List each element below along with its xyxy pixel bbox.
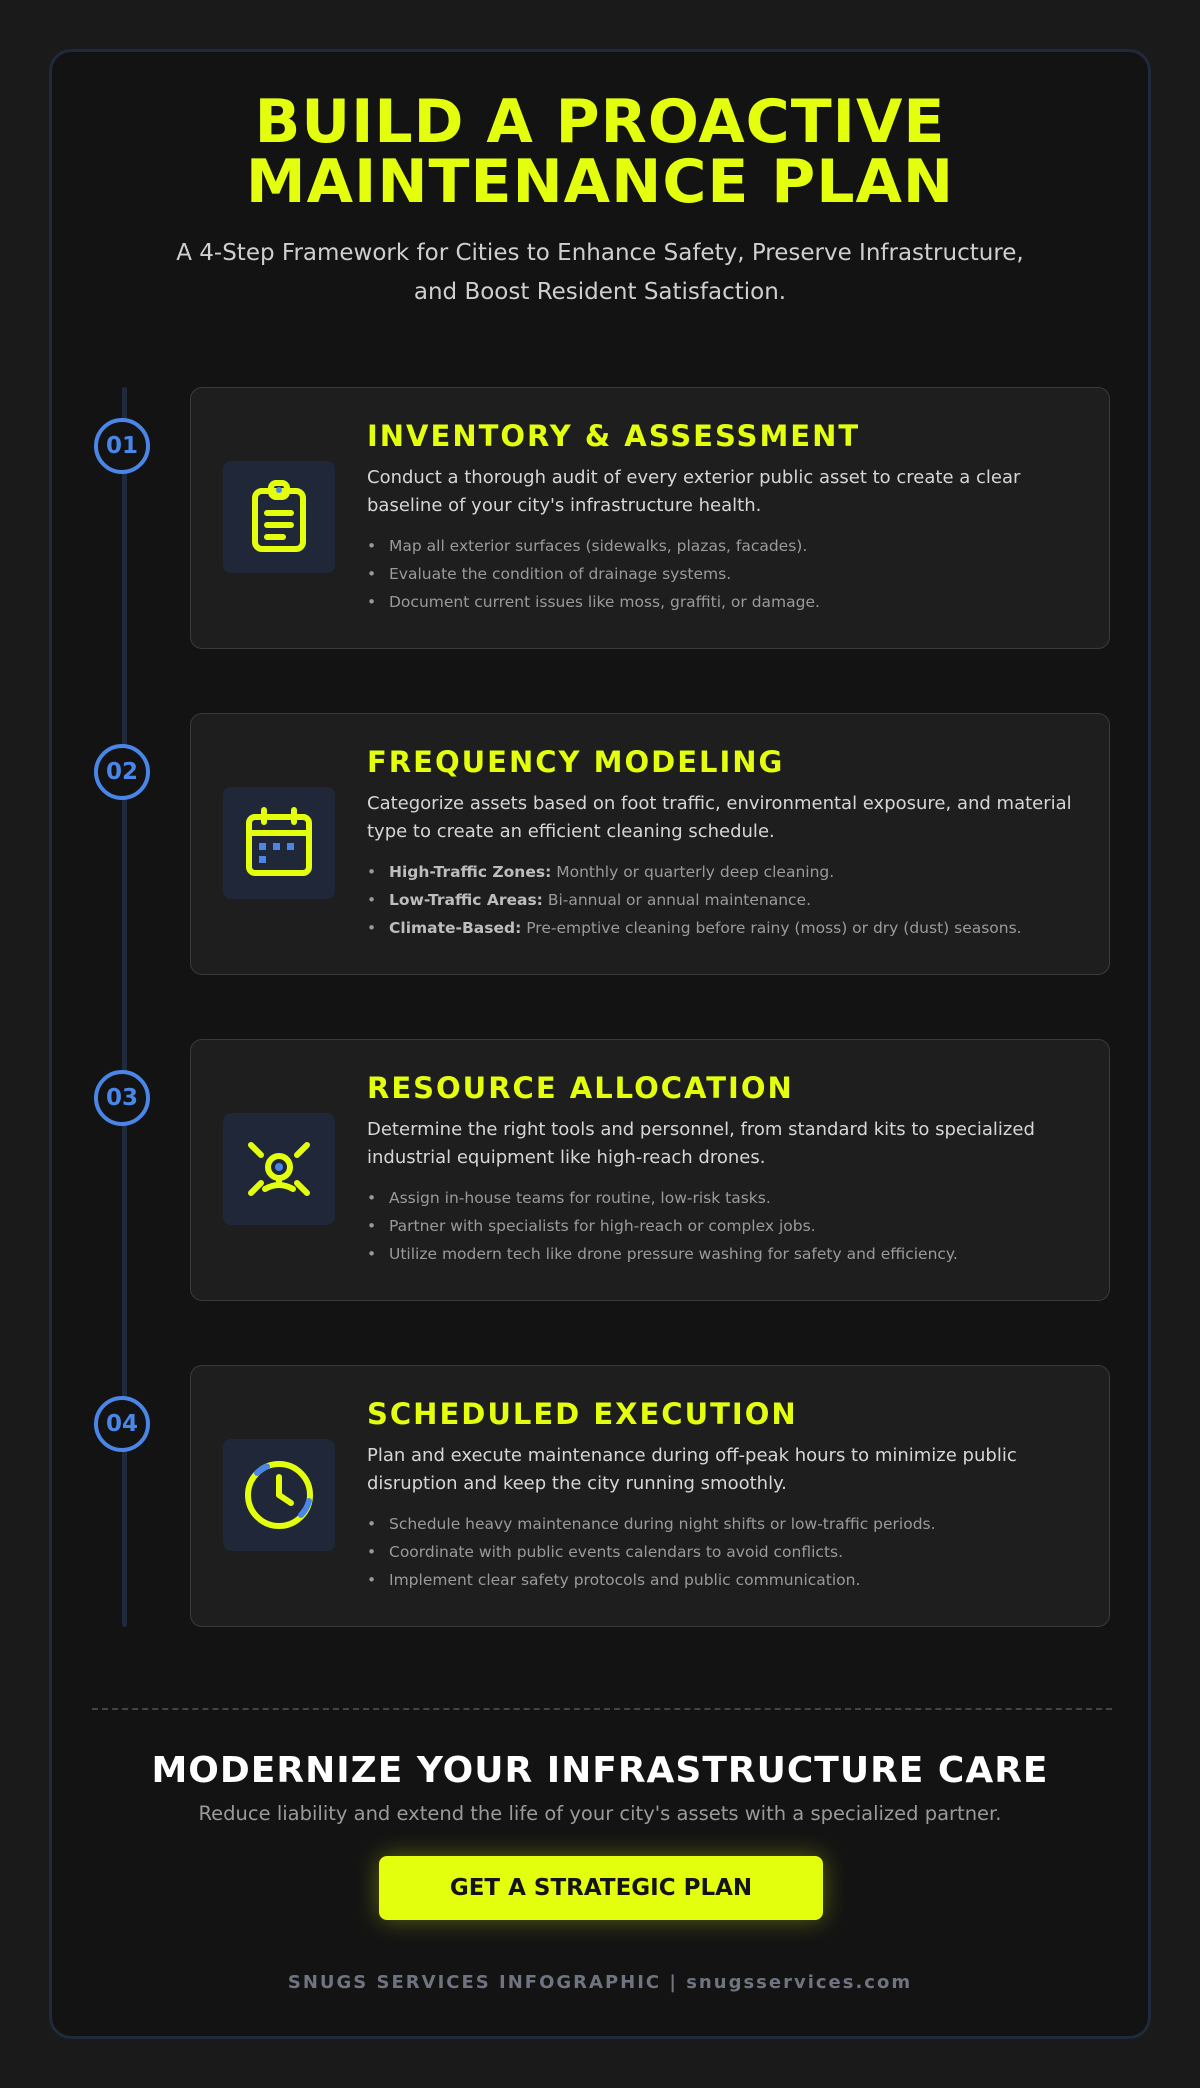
bullet-item: [367, 1184, 1087, 1212]
step-badge-02: 02: [94, 744, 150, 800]
step-description: Determine the right tools and personnel, from standard kits to specialized industrial equipment like high-reach drones.: [367, 1119, 1035, 1168]
step-card-execution: [190, 1365, 1110, 1627]
step-badge-04: 04: [94, 1396, 150, 1452]
step-badge-01: 01: [94, 418, 150, 474]
drone-icon: [243, 1137, 315, 1201]
bullet-item: [367, 1212, 1087, 1240]
step-description: Plan and execute maintenance during off-peak hours to minimize public disruption and keep the city running smoothly.: [367, 1445, 1017, 1494]
bullet-item: [367, 914, 1087, 942]
clipboard-icon: [247, 479, 311, 555]
bullet-text: Bi-annual or annual maintenance.: [542, 891, 812, 909]
bullet-text: Utilize modern tech like drone pressure washing for safety and efficiency.: [389, 1245, 958, 1263]
bullet-item: [367, 1566, 1087, 1594]
step-bullets: [367, 1510, 1087, 1594]
step-description: Conduct a thorough audit of every exterior public asset to create a clear baseline of your city's infrastructure health.: [367, 467, 1021, 516]
bullet-item: [367, 886, 1087, 914]
step-title: FREQUENCY MODELING: [367, 745, 785, 779]
step-badge-03: 03: [94, 1070, 150, 1126]
bullet-item: [367, 1240, 1087, 1268]
step-title: RESOURCE ALLOCATION: [367, 1071, 794, 1105]
footer-credit: SNUGS SERVICES INFOGRAPHIC | snugsservices.com: [287, 1972, 913, 1993]
bullet-item: [367, 560, 1087, 588]
step-card-resource: [190, 1039, 1110, 1301]
step-title: INVENTORY & ASSESSMENT: [367, 419, 861, 453]
header: [52, 87, 1148, 312]
infographic-frame: [49, 49, 1151, 2039]
step-icon-box: [223, 1113, 335, 1225]
step-description: Categorize assets based on foot traffic, environmental exposure, and material type to create an efficient cleaning schedule.: [367, 793, 1072, 842]
bullet-text: Partner with specialists for high-reach or complex jobs.: [389, 1217, 816, 1235]
page-title: [52, 87, 1148, 217]
calendar-icon: [244, 807, 314, 879]
bullet-text: Assign in-house teams for routine, low-risk tasks.: [389, 1189, 771, 1207]
subtitle-line-1: A 4-Step Framework for Cities to Enhance Safety, Preserve Infrastructure,: [176, 240, 1024, 266]
page-subtitle: [140, 234, 1060, 312]
bullet-item: [367, 858, 1087, 886]
cta-title: MODERNIZE YOUR INFRASTRUCTURE CARE: [151, 1750, 1049, 1791]
step-icon-box: [223, 787, 335, 899]
subtitle-line-2: and Boost Resident Satisfaction.: [413, 279, 787, 305]
bullet-item: [367, 588, 1087, 616]
step-card-inventory: [190, 387, 1110, 649]
bullet-text: Pre-emptive cleaning before rainy (moss) or dry (dust) seasons.: [521, 919, 1022, 937]
bullet-label: Climate-Based:: [389, 919, 522, 937]
cta-subtitle: Reduce liability and extend the life of your city's assets with a specialized partner.: [198, 1802, 1002, 1825]
bullet-text: Schedule heavy maintenance during night shifts or low-traffic periods.: [389, 1515, 936, 1533]
title-line-2: MAINTENANCE PLAN: [245, 147, 955, 217]
bullet-text: Monthly or quarterly deep cleaning.: [551, 863, 835, 881]
clock-icon: [241, 1457, 317, 1533]
bullet-item: [367, 1538, 1087, 1566]
bullet-text: Evaluate the condition of drainage systems.: [389, 565, 732, 583]
step-bullets: [367, 1184, 1087, 1268]
step-title: SCHEDULED EXECUTION: [367, 1397, 798, 1431]
step-icon-box: [223, 461, 335, 573]
step-card-frequency: [190, 713, 1110, 975]
get-strategic-plan-button[interactable]: GET A STRATEGIC PLAN: [379, 1856, 823, 1920]
title-line-1: BUILD A PROACTIVE: [254, 87, 946, 157]
bullet-text: Document current issues like moss, graffiti, or damage.: [389, 593, 820, 611]
bullet-item: [367, 1510, 1087, 1538]
bullet-text: Coordinate with public events calendars to avoid conflicts.: [389, 1543, 844, 1561]
bullet-item: [367, 532, 1087, 560]
bullet-label: High-Traffic Zones:: [389, 863, 552, 881]
bullet-text: Map all exterior surfaces (sidewalks, plazas, facades).: [389, 537, 808, 555]
bullet-text: Implement clear safety protocols and public communication.: [389, 1571, 861, 1589]
step-bullets: [367, 858, 1087, 942]
bullet-label: Low-Traffic Areas:: [389, 891, 543, 909]
step-bullets: [367, 532, 1087, 616]
step-icon-box: [223, 1439, 335, 1551]
section-divider: [92, 1708, 1112, 1710]
